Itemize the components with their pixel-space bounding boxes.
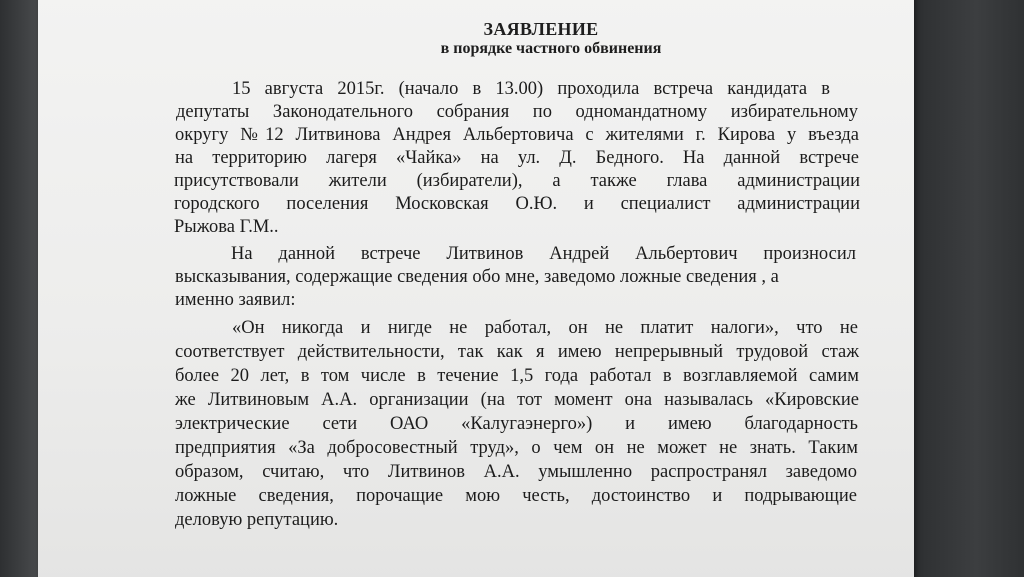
document-subtitle: в порядке частного обвинения: [440, 40, 662, 57]
text-line: ложные сведения, порочащие мою честь, достоинство и подрывающие: [175, 486, 857, 506]
text-line: предприятия «За добросовестный труд», о чем он не может не знать. Таким: [175, 438, 858, 458]
document-sheet: [38, 0, 914, 577]
text-line: На данной встрече Литвинов Андрей Альбертович произносил: [231, 244, 856, 264]
text-line: деловую репутацию.: [175, 510, 339, 530]
text-line: 15 августа 2015г. (начало в 13.00) проходила встреча кандидата в: [232, 79, 830, 99]
background-right: [904, 0, 1024, 577]
text-line: электрические сети ОАО «Калугаэнерго») и имею благодарность: [175, 414, 858, 434]
text-line: присутствовали жители (избиратели), а также глава администрации: [174, 171, 860, 191]
background-left: [0, 0, 40, 577]
document-title: ЗАЯВЛЕНИЕ: [483, 19, 599, 39]
text-line: более 20 лет, в том числе в течение 1,5 года работал в возглавляемой самим: [175, 366, 859, 386]
text-line: депутаты Законодательного собрания по одномандатному избирательному: [176, 102, 858, 122]
text-line: образом, считаю, что Литвинов А.А. умышленно распространял заведомо: [175, 462, 857, 482]
text-line: округу №12 Литвинова Андрея Альбертовича с жителями г. Кирова у въезда: [175, 125, 859, 145]
text-line: на территорию лагеря «Чайка» на ул. Д. Бедного. На данной встрече: [175, 148, 859, 168]
text-line: высказывания, содержащие сведения обо мне, заведомо ложные сведения , а: [175, 267, 779, 287]
text-line: именно заявил:: [175, 290, 296, 310]
text-line: «Он никогда и нигде не работал, он не платит налоги», что не: [232, 318, 858, 338]
text-line: городского поселения Московская О.Ю. и специалист администрации: [174, 194, 860, 214]
text-line: Рыжова Г.М..: [174, 217, 279, 237]
text-line: соответствует действительности, так как я имею непрерывный трудовой стаж: [175, 342, 859, 362]
text-line: же Литвиновым А.А. организации (на тот момент она называлась «Кировские: [175, 390, 859, 410]
